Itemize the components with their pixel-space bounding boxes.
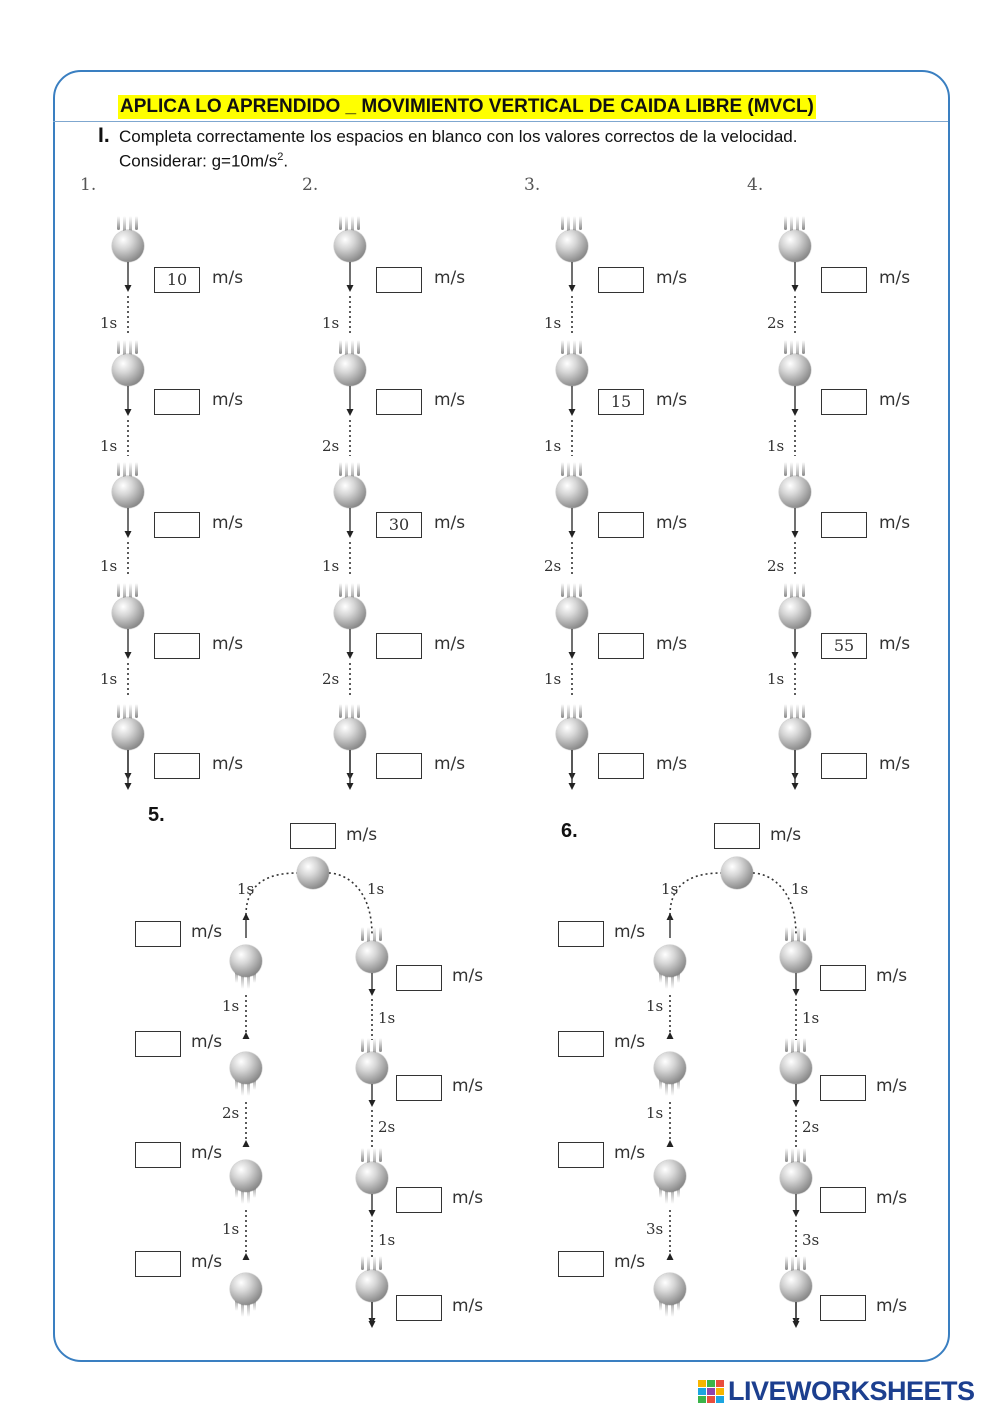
time-interval-label: 1s bbox=[544, 437, 562, 455]
unit-label: m/s bbox=[876, 1296, 908, 1316]
velocity-input[interactable] bbox=[558, 1251, 604, 1277]
ball-icon bbox=[230, 1273, 262, 1305]
arrow-head-icon bbox=[243, 1253, 250, 1260]
ball-icon bbox=[556, 230, 588, 262]
top-velocity-input[interactable] bbox=[714, 823, 760, 849]
velocity-input[interactable] bbox=[821, 753, 867, 779]
ball-icon bbox=[556, 718, 588, 750]
arrow-head-icon bbox=[125, 409, 132, 416]
trajectory-arc-right bbox=[329, 873, 372, 935]
unit-label: m/s bbox=[434, 634, 466, 654]
instruction-line-2-end: . bbox=[283, 151, 289, 171]
ball-icon bbox=[112, 597, 144, 629]
unit-label: m/s bbox=[452, 966, 484, 986]
time-interval-label: 2s bbox=[802, 1118, 820, 1136]
velocity-input[interactable] bbox=[396, 965, 442, 991]
time-interval-label: 3s bbox=[802, 1231, 820, 1249]
velocity-input[interactable] bbox=[598, 633, 644, 659]
time-interval-label: 3s bbox=[646, 1220, 664, 1238]
velocity-input[interactable] bbox=[820, 965, 866, 991]
time-interval-label: 2s bbox=[222, 1104, 240, 1122]
instruction-line-2-text: Considerar: g=10m/s bbox=[119, 151, 278, 171]
arrow-head-icon bbox=[243, 1032, 250, 1039]
time-interval-label: 1s bbox=[802, 1009, 820, 1027]
ball-icon bbox=[230, 1052, 262, 1084]
ball-icon bbox=[654, 1052, 686, 1084]
problem-number: 4. bbox=[747, 175, 764, 195]
velocity-input[interactable] bbox=[376, 633, 422, 659]
ball-icon bbox=[780, 1270, 812, 1302]
velocity-input[interactable] bbox=[396, 1187, 442, 1213]
ball-icon bbox=[779, 230, 811, 262]
ball-icon bbox=[780, 941, 812, 973]
velocity-input[interactable] bbox=[154, 633, 200, 659]
velocity-input[interactable] bbox=[558, 1031, 604, 1057]
arrow-head-icon bbox=[667, 1140, 674, 1147]
time-interval-label: 2s bbox=[767, 314, 785, 332]
ball-icon bbox=[654, 945, 686, 977]
arrow-head-icon bbox=[125, 531, 132, 538]
time-interval-label: 2s bbox=[322, 670, 340, 688]
velocity-input[interactable] bbox=[598, 753, 644, 779]
unit-label: m/s bbox=[212, 390, 244, 410]
unit-label: m/s bbox=[879, 634, 911, 654]
unit-label: m/s bbox=[434, 390, 466, 410]
ball-icon bbox=[654, 1273, 686, 1305]
ball-icon bbox=[112, 230, 144, 262]
unit-label: m/s bbox=[876, 1188, 908, 1208]
unit-label: m/s bbox=[212, 634, 244, 654]
arrow-head-icon bbox=[569, 531, 576, 538]
time-interval-label: 1s bbox=[322, 314, 340, 332]
arrow-head-icon bbox=[125, 783, 132, 790]
ball-icon bbox=[334, 476, 366, 508]
ball-icon bbox=[356, 1270, 388, 1302]
time-interval-label: 2s bbox=[378, 1118, 396, 1136]
worksheet-title: APLICA LO APRENDIDO _ MOVIMIENTO VERTICAL DE CAIDA LIBRE (MVCL) bbox=[120, 96, 814, 117]
time-interval-label: 1s bbox=[791, 880, 809, 898]
time-interval-label: 1s bbox=[646, 997, 664, 1015]
unit-label: m/s bbox=[614, 1032, 646, 1052]
ball-icon bbox=[780, 1162, 812, 1194]
velocity-input[interactable] bbox=[820, 1295, 866, 1321]
time-interval-label: 1s bbox=[378, 1009, 396, 1027]
unit-label: m/s bbox=[212, 513, 244, 533]
instruction-line-1: Completa correctamente los espacios en blanco con los valores correctos de la velocidad. bbox=[119, 127, 798, 146]
unit-label: m/s bbox=[452, 1296, 484, 1316]
ball-icon bbox=[334, 597, 366, 629]
velocity-input[interactable] bbox=[821, 512, 867, 538]
velocity-input[interactable]: 30 bbox=[376, 512, 422, 538]
velocity-input[interactable] bbox=[598, 512, 644, 538]
arrow-head-icon bbox=[125, 285, 132, 292]
velocity-input[interactable] bbox=[154, 512, 200, 538]
trajectory-arc-right bbox=[753, 873, 796, 935]
unit-label: m/s bbox=[656, 634, 688, 654]
unit-label: m/s bbox=[434, 268, 466, 288]
ball-icon bbox=[721, 857, 753, 889]
velocity-input[interactable] bbox=[135, 1142, 181, 1168]
unit-label: m/s bbox=[879, 754, 911, 774]
velocity-input[interactable] bbox=[598, 267, 644, 293]
arrow-head-icon bbox=[667, 1253, 674, 1260]
ball-icon bbox=[556, 597, 588, 629]
velocity-input[interactable] bbox=[558, 921, 604, 947]
arrow-head-icon bbox=[347, 409, 354, 416]
time-interval-label: 1s bbox=[100, 557, 118, 575]
time-interval-label: 1s bbox=[100, 437, 118, 455]
velocity-input[interactable] bbox=[820, 1187, 866, 1213]
ball-icon bbox=[556, 476, 588, 508]
arrow-head-icon bbox=[569, 285, 576, 292]
ball-icon bbox=[334, 718, 366, 750]
arrow-head-icon bbox=[792, 285, 799, 292]
velocity-input[interactable] bbox=[376, 753, 422, 779]
velocity-input[interactable] bbox=[558, 1142, 604, 1168]
time-interval-label: 1s bbox=[378, 1231, 396, 1249]
unit-label: m/s bbox=[191, 1032, 223, 1052]
time-interval-label: 1s bbox=[544, 670, 562, 688]
unit-label: m/s bbox=[614, 1252, 646, 1272]
ball-icon bbox=[356, 1052, 388, 1084]
time-interval-label: 2s bbox=[322, 437, 340, 455]
ball-icon bbox=[297, 857, 329, 889]
time-interval-label: 1s bbox=[100, 314, 118, 332]
unit-label: m/s bbox=[879, 513, 911, 533]
arrow-head-icon bbox=[793, 1321, 800, 1328]
ball-icon bbox=[112, 476, 144, 508]
ball-icon bbox=[356, 941, 388, 973]
velocity-input[interactable] bbox=[376, 389, 422, 415]
arrow-head-icon bbox=[369, 1210, 376, 1217]
ball-icon bbox=[230, 1160, 262, 1192]
arrow-head-icon bbox=[369, 1100, 376, 1107]
problem-number: 6. bbox=[561, 820, 578, 842]
problem-number: 1. bbox=[80, 175, 97, 195]
ball-icon bbox=[556, 354, 588, 386]
unit-label: m/s bbox=[452, 1076, 484, 1096]
time-interval-label: 1s bbox=[767, 670, 785, 688]
unit-label: m/s bbox=[614, 922, 646, 942]
velocity-input[interactable] bbox=[135, 1251, 181, 1277]
ball-icon bbox=[230, 945, 262, 977]
unit-label: m/s bbox=[614, 1143, 646, 1163]
time-interval-label: 2s bbox=[767, 557, 785, 575]
unit-label: m/s bbox=[656, 390, 688, 410]
velocity-input[interactable] bbox=[154, 389, 200, 415]
arrow-head-icon bbox=[569, 783, 576, 790]
time-interval-label: 1s bbox=[222, 1220, 240, 1238]
velocity-input[interactable] bbox=[820, 1075, 866, 1101]
instruction-superscript: 2 bbox=[277, 151, 284, 163]
section-number: I. bbox=[98, 124, 110, 147]
time-interval-label: 2s bbox=[544, 557, 562, 575]
unit-label: m/s bbox=[434, 754, 466, 774]
arrow-head-icon bbox=[793, 1100, 800, 1107]
arrow-head-icon bbox=[347, 531, 354, 538]
problem-number: 2. bbox=[302, 175, 319, 195]
unit-label: m/s bbox=[656, 513, 688, 533]
ball-icon bbox=[654, 1160, 686, 1192]
unit-label: m/s bbox=[876, 1076, 908, 1096]
arrow-head-icon bbox=[792, 531, 799, 538]
unit-label: m/s bbox=[656, 268, 688, 288]
unit-label: m/s bbox=[876, 966, 908, 986]
time-interval-label: 1s bbox=[222, 997, 240, 1015]
velocity-input[interactable] bbox=[396, 1295, 442, 1321]
ball-icon bbox=[112, 718, 144, 750]
unit-label: m/s bbox=[191, 1143, 223, 1163]
unit-label: m/s bbox=[452, 1188, 484, 1208]
arrow-head-icon bbox=[347, 285, 354, 292]
ball-icon bbox=[779, 597, 811, 629]
time-interval-label: 1s bbox=[367, 880, 385, 898]
velocity-input[interactable] bbox=[135, 921, 181, 947]
arrow-head-icon bbox=[243, 1140, 250, 1147]
arrow-head-icon bbox=[793, 989, 800, 996]
arrow-head-icon bbox=[569, 652, 576, 659]
ball-icon bbox=[334, 230, 366, 262]
velocity-input[interactable]: 15 bbox=[598, 389, 644, 415]
unit-label: m/s bbox=[434, 513, 466, 533]
velocity-input[interactable] bbox=[396, 1075, 442, 1101]
unit-label: m/s bbox=[212, 754, 244, 774]
time-interval-label: 1s bbox=[767, 437, 785, 455]
unit-label: m/s bbox=[770, 825, 802, 845]
arrow-head-icon bbox=[347, 652, 354, 659]
velocity-input[interactable] bbox=[821, 267, 867, 293]
arrow-head-icon bbox=[125, 652, 132, 659]
velocity-input[interactable] bbox=[821, 389, 867, 415]
velocity-input[interactable] bbox=[376, 267, 422, 293]
unit-label: m/s bbox=[191, 922, 223, 942]
velocity-input[interactable]: 10 bbox=[154, 267, 200, 293]
unit-label: m/s bbox=[191, 1252, 223, 1272]
arrow-head-icon bbox=[569, 409, 576, 416]
time-interval-label: 1s bbox=[646, 1104, 664, 1122]
arrow-head-icon bbox=[369, 989, 376, 996]
time-interval-label: 1s bbox=[322, 557, 340, 575]
time-interval-label: 1s bbox=[237, 880, 255, 898]
time-interval-label: 1s bbox=[544, 314, 562, 332]
arrow-head-icon bbox=[792, 652, 799, 659]
ball-icon bbox=[780, 1052, 812, 1084]
ball-icon bbox=[356, 1162, 388, 1194]
unit-label: m/s bbox=[879, 390, 911, 410]
arrow-head-icon bbox=[347, 783, 354, 790]
liveworksheets-logo-icon bbox=[698, 1380, 724, 1404]
arrow-head-icon bbox=[369, 1321, 376, 1328]
arrow-head-icon bbox=[792, 783, 799, 790]
ball-icon bbox=[779, 476, 811, 508]
arrow-head-icon bbox=[793, 1210, 800, 1217]
time-interval-label: 1s bbox=[661, 880, 679, 898]
unit-label: m/s bbox=[656, 754, 688, 774]
velocity-input[interactable] bbox=[135, 1031, 181, 1057]
ball-icon bbox=[779, 354, 811, 386]
problem-number: 5. bbox=[148, 804, 165, 826]
ball-icon bbox=[112, 354, 144, 386]
velocity-input[interactable] bbox=[154, 753, 200, 779]
problem-number: 3. bbox=[524, 175, 541, 195]
unit-label: m/s bbox=[879, 268, 911, 288]
arrow-head-icon bbox=[667, 1032, 674, 1039]
unit-label: m/s bbox=[346, 825, 378, 845]
brand-name: LIVEWORKSHEETS bbox=[728, 1376, 975, 1406]
velocity-input[interactable]: 55 bbox=[821, 633, 867, 659]
unit-label: m/s bbox=[212, 268, 244, 288]
arrow-head-icon bbox=[792, 409, 799, 416]
ball-icon bbox=[779, 718, 811, 750]
time-interval-label: 1s bbox=[100, 670, 118, 688]
ball-icon bbox=[334, 354, 366, 386]
top-velocity-input[interactable] bbox=[290, 823, 336, 849]
